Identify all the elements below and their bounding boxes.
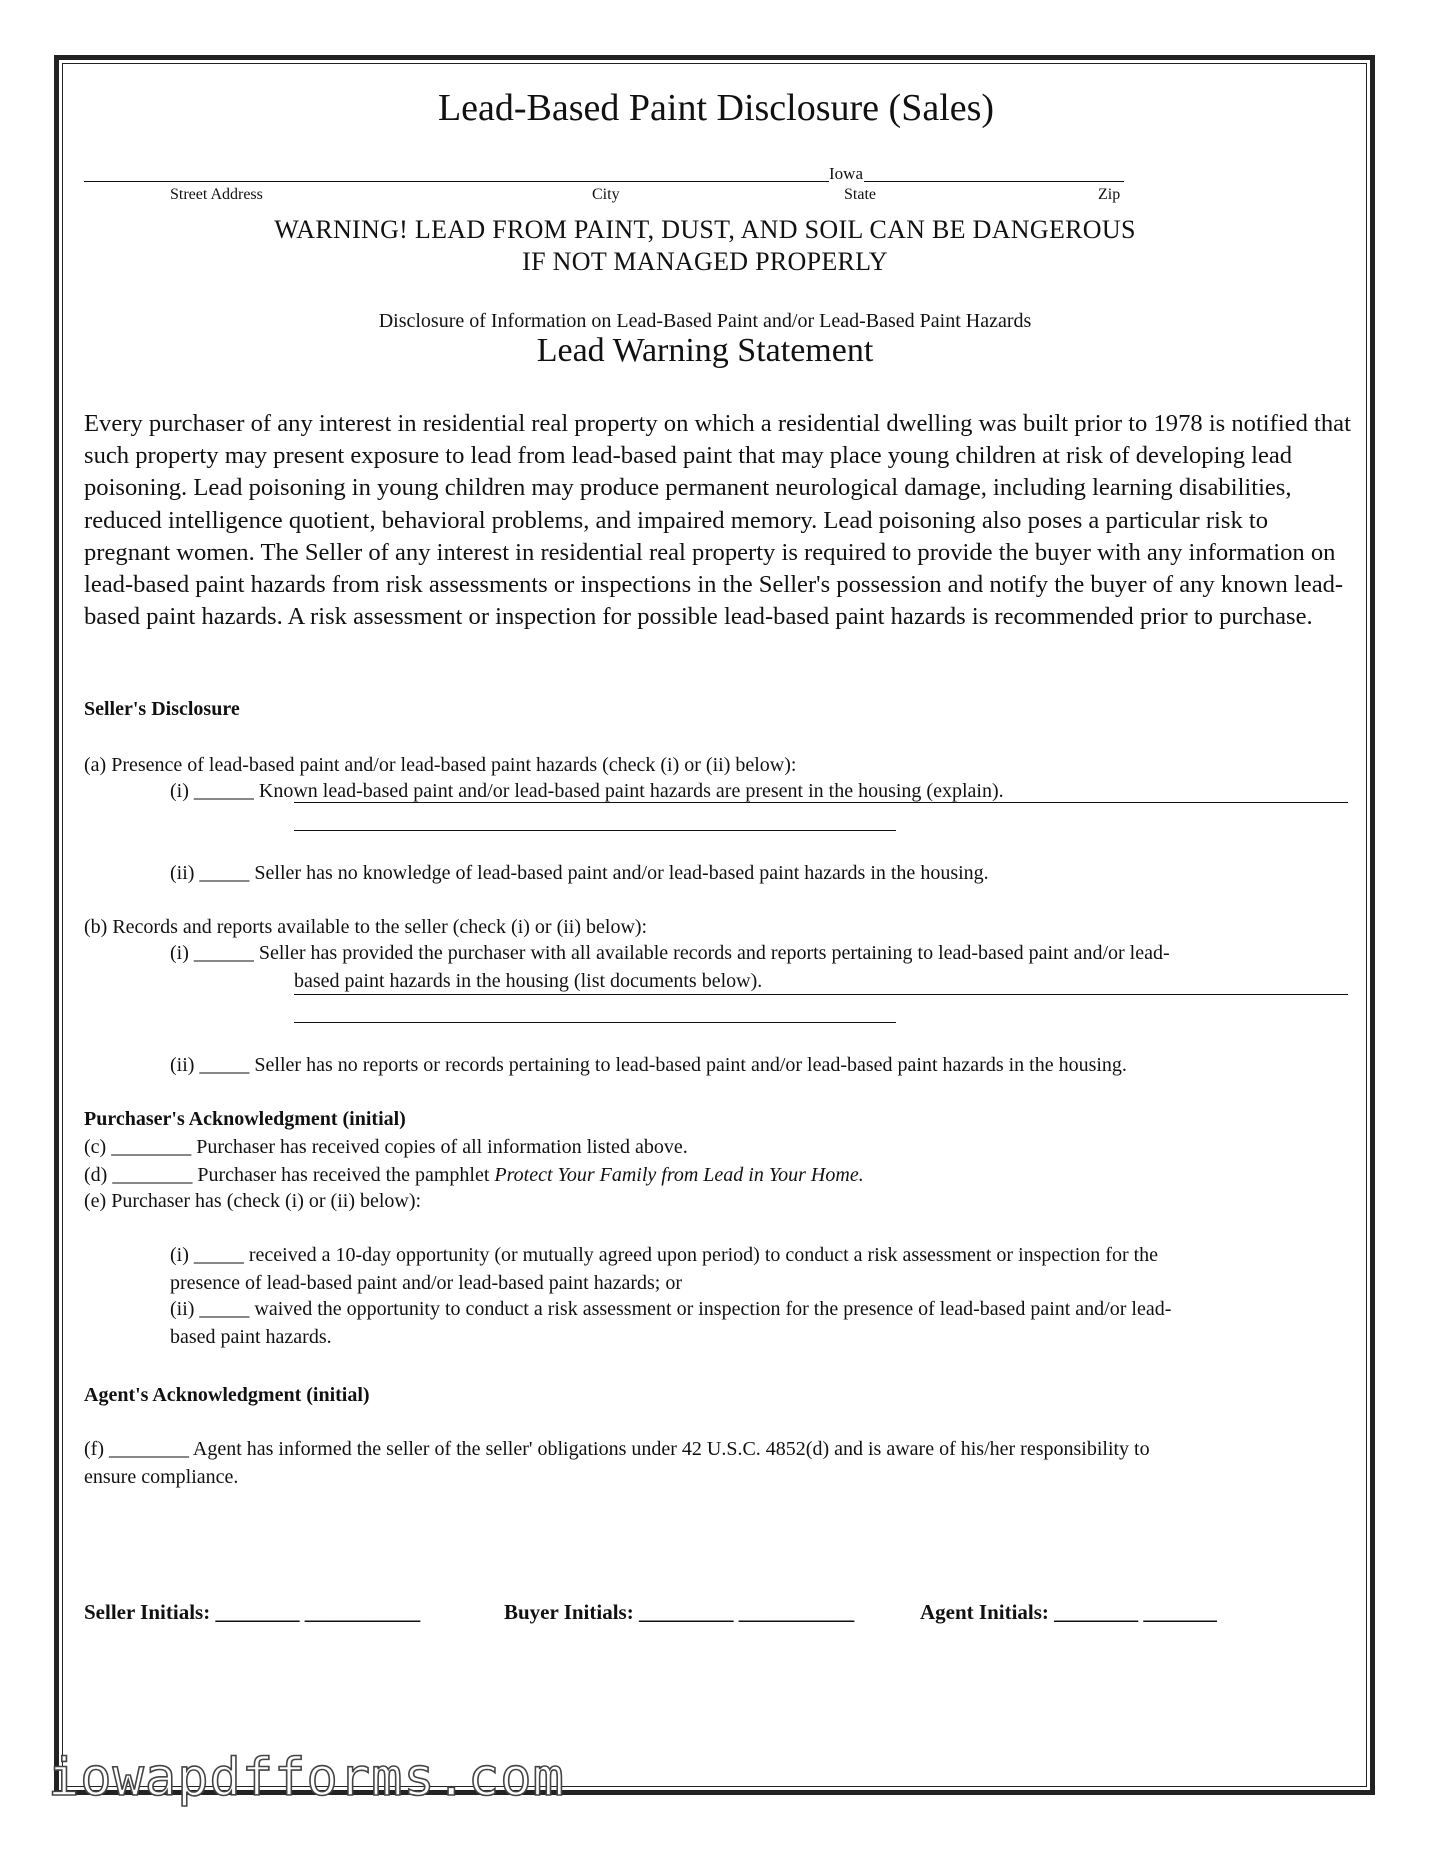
explain-line-1[interactable] (294, 802, 1348, 803)
watermark: iowapdfforms.com (48, 1748, 565, 1808)
purchaser-item-e-i[interactable]: (i) _____ received a 10-day opportunity (or mutually agreed upon period) to conduct a risk assessment or inspection for the (170, 1244, 1159, 1266)
documents-line-1[interactable] (294, 994, 1348, 995)
sellers-disclosure-heading: Seller's Disclosure (84, 698, 240, 720)
warning-line-1: WARNING! LEAD FROM PAINT, DUST, AND SOIL CAN BE DANGEROUS (274, 215, 1136, 244)
documents-line-2[interactable] (294, 1022, 896, 1023)
seller-item-b-ii[interactable]: (ii) _____ Seller has no reports or records pertaining to lead-based paint and/or lead-based paint hazards in the housing. (170, 1054, 1127, 1076)
seller-initials[interactable]: Seller Initials: ________ ___________ (84, 1600, 421, 1624)
caption-state: State (844, 186, 876, 203)
purchaser-item-d-text: (d) ________ Purchaser has received the pamphlet (84, 1164, 495, 1186)
caption-zip: Zip (1098, 186, 1121, 203)
seller-item-a-ii[interactable]: (ii) _____ Seller has no knowledge of lead-based paint and/or lead-based paint hazards in the housing. (170, 862, 989, 884)
address-state-value: Iowa (829, 164, 863, 183)
statement-text: Every purchaser of any interest in residential real property on which a residential dwelling was built prior to 1978 is notified that such property may present exposure to lead from lead-based paint that may place young children at risk of developing lead poisoning. Lead poisoning in young children may produce permanent neurological damage, including learning disabilities, reduced intelligence quotient, behavioral problems, and impaired memory. Lead poisoning also poses a particular risk to pregnant women. The Seller of any interest in residential real property is required to provide the buyer with any information on lead-based paint hazards from risk assessments or inspections in the Seller's possession and notify the buyer of any known lead-based paint hazards. A risk assessment or inspection for possible lead-based paint hazards is recommended prior to purchase. (84, 410, 1351, 631)
warning-heading (60, 214, 1350, 278)
explain-line-2[interactable] (294, 830, 896, 831)
seller-item-a-i[interactable]: (i) ______ Known lead-based paint and/or lead-based paint hazards are present in the housing (explain). (170, 780, 1004, 802)
warning-line-2: IF NOT MANAGED PROPERLY (522, 247, 888, 276)
buyer-initials[interactable]: Buyer Initials: _________ ___________ (504, 1600, 855, 1624)
caption-street-address: Street Address (170, 186, 263, 203)
address-street-city-line[interactable] (84, 181, 829, 182)
purchasers-acknowledgment-heading: Purchaser's Acknowledgment (initial) (84, 1108, 406, 1130)
purchaser-item-e-ii[interactable]: (ii) _____ waived the opportunity to conduct a risk assessment or inspection for the presence of lead-based paint and/or lead- (170, 1298, 1172, 1320)
statement-heading: Lead Warning Statement (536, 332, 874, 369)
seller-item-b-i-cont: based paint hazards in the housing (list documents below). (294, 970, 763, 992)
disclosure-heading: Disclosure of Information on Lead-Based Paint and/or Lead-Based Paint Hazards (378, 310, 1032, 332)
purchaser-item-e: (e) Purchaser has (check (i) or (ii) below): (84, 1190, 422, 1212)
caption-city: City (592, 186, 620, 203)
seller-item-b: (b) Records and reports available to the seller (check (i) or (ii) below): (84, 916, 648, 938)
purchaser-item-e-i-cont: presence of lead-based paint and/or lead-based paint hazards; or (170, 1272, 682, 1294)
agent-initials[interactable]: Agent Initials: ________ _______ (920, 1600, 1217, 1624)
agent-item-f-cont: ensure compliance. (84, 1466, 239, 1488)
purchaser-item-e-ii-cont: based paint hazards. (170, 1326, 332, 1348)
document-title: Lead-Based Paint Disclosure (Sales) (437, 87, 995, 129)
pamphlet-title: Protect Your Family from Lead in Your Home. (494, 1164, 864, 1186)
purchaser-item-d[interactable] (84, 1164, 864, 1187)
seller-item-b-i[interactable]: (i) ______ Seller has provided the purchaser with all available records and reports pertaining to lead-based paint and/or lead- (170, 942, 1170, 964)
seller-item-a: (a) Presence of lead-based paint and/or lead-based paint hazards (check (i) or (ii) below): (84, 754, 797, 776)
agents-acknowledgment-heading: Agent's Acknowledgment (initial) (84, 1384, 370, 1406)
agent-item-f[interactable]: (f) ________ Agent has informed the seller of the seller' obligations under 42 U.S.C. 4852(d) and is aware of his/her responsibility to (84, 1438, 1150, 1460)
purchaser-item-c[interactable]: (c) ________ Purchaser has received copies of all information listed above. (84, 1136, 688, 1158)
address-zip-line[interactable] (864, 181, 1124, 182)
